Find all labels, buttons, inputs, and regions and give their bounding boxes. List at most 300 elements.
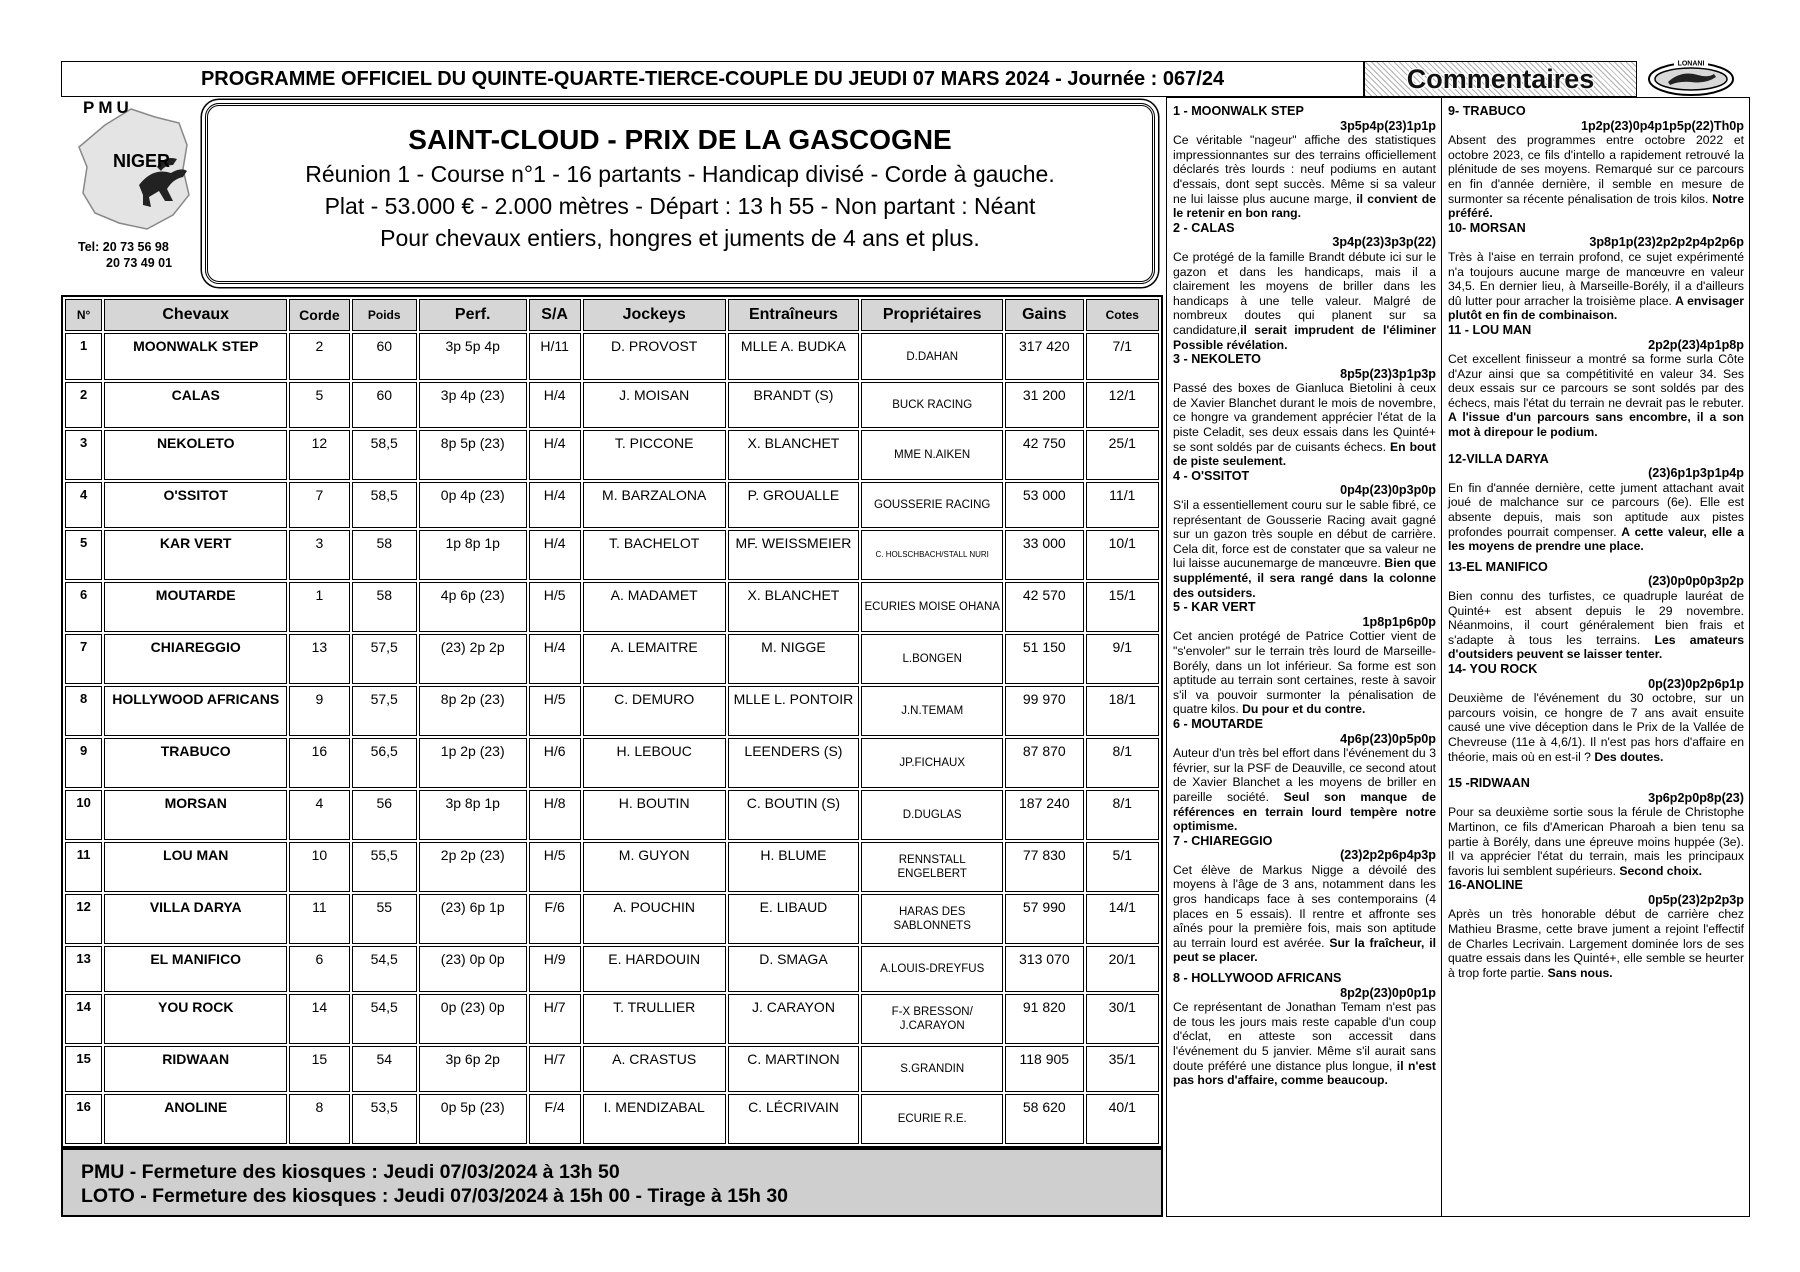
cell-jockey: E. HARDOUIN [583, 946, 726, 992]
cell-corde: 2 [289, 333, 349, 380]
logo-niger-text: NIGER [113, 151, 171, 171]
comment-block [1173, 834, 1436, 965]
cell-owner: MME N.AIKEN [861, 430, 1003, 480]
cell-owner: GOUSSERIE RACING [861, 482, 1003, 528]
cell-horse: MORSAN [104, 790, 287, 840]
cell-trainer: BRANDT (S) [728, 382, 860, 428]
cell-jockey: A. CRASTUS [583, 1046, 726, 1092]
comment-verdict: il n'est pas hors d'affaire, comme beaucoup. [1173, 1058, 1436, 1088]
cell-poids: 57,5 [352, 686, 417, 736]
cell-trainer: MLLE A. BUDKA [728, 333, 860, 380]
cell-gains: 42 570 [1005, 582, 1083, 632]
cell-cote: 12/1 [1086, 382, 1159, 428]
cell-jockey: A. LEMAITRE [583, 634, 726, 684]
comment-text [1448, 691, 1744, 764]
cell-gains: 42 750 [1005, 430, 1083, 480]
pmu-closing-line: PMU - Fermeture des kiosques : Jeudi 07/03/2024 à 13h 50 [81, 1161, 620, 1183]
comment-perf: 3p5p4p(23)1p1p [1340, 118, 1436, 133]
comment-body: Cet excellent finisseur a montré sa forme surla Côte d'Azur ainsi que sa compétitivité en valeur 34. Ses deux essais sur ce parcours se sont soldés par des échecs, mais l'état du terrain ne devrait pas le rebuter. [1448, 352, 1744, 410]
cell-cote: 15/1 [1086, 582, 1159, 632]
comment-verdict: Bien que supplémenté, il sera rangé dans la colonne des outsiders. [1173, 556, 1436, 600]
phone-2: 20 73 49 01 [106, 256, 173, 270]
comment-body: Bien connu des turfistes, ce quadruple lauréat de Quinté+ est absent depuis le 29 novembre. Néanmoins, il court généralement bien frais et s'adapte à tous les terrains. [1448, 589, 1744, 647]
comment-verdict: A cette valeur, elle a les moyens de prendre une place. [1448, 524, 1744, 554]
comment-text [1173, 746, 1436, 834]
cell-sa: H/5 [529, 582, 581, 632]
comment-horse-name: 3 - NEKOLETO [1173, 352, 1261, 367]
cell-gains: 58 620 [1005, 1094, 1083, 1144]
comment-perf: 1p8p1p6p0p [1362, 614, 1436, 629]
comment-perf: 3p6p2p0p8p(23) [1648, 790, 1744, 805]
comment-block [1448, 323, 1744, 440]
table-row [65, 790, 1159, 840]
cell-sa: H/11 [529, 333, 581, 380]
comment-text [1448, 352, 1744, 440]
comment-body: Deuxième de l'événement du 30 octobre, sur un parcours voisin, ce hongre de 7 ans avait ensuite causé une vive déception dans le Prix de la Vallée de Chevreuse (11e à 4,6/1). Il n'est pas hors d'affaire en théorie, mais où en est-il ? [1448, 691, 1744, 764]
cell-poids: 55,5 [352, 842, 417, 892]
comment-perf: 8p5p(23)3p1p3p [1340, 366, 1436, 381]
table-row [65, 946, 1159, 992]
cell-poids: 53,5 [352, 1094, 417, 1144]
cell-jockey: D. PROVOST [583, 333, 726, 380]
cell-perf: 0p (23) 0p [419, 994, 527, 1044]
comment-verdict: il serait imprudent de l'éliminer Possible révélation. [1173, 322, 1436, 352]
comment-horse-name: 8 - HOLLYWOOD AFRICANS [1173, 971, 1342, 986]
cell-jockey: T. PICCONE [583, 430, 726, 480]
comment-body: Cet ancien protégé de Patrice Cottier vient de "s'envoler" sur le terrain très lourd de Marseille-Borély, dans un lot inférieur. Sa forme est son aptitude au terrain sont certaines, reste à savoir s'il va pouvoir surmonter la pénalisation de quatre kilos. [1173, 629, 1436, 717]
cell-horse: MOUTARDE [104, 582, 287, 632]
cell-perf: 3p 4p (23) [419, 382, 527, 428]
table-header-row [65, 299, 1159, 331]
comment-horse-name: 16-ANOLINE [1448, 878, 1523, 893]
table-row [65, 430, 1159, 480]
cell-horse: CALAS [104, 382, 287, 428]
comment-text [1173, 863, 1436, 965]
race-title: SAINT-CLOUD - PRIX DE LA GASCOGNE [408, 124, 952, 155]
cell-sa: H/7 [529, 1046, 581, 1092]
race-info-line-2: Plat - 53.000 € - 2.000 mètres - Départ : 13 h 55 - Non partant : Néant [324, 193, 1036, 219]
comment-horse-name: 4 - O'SSITOT [1173, 468, 1250, 483]
comment-perf: 1p2p(23)0p4p1p5p(22)Th0p [1580, 118, 1744, 133]
comment-verdict: Notre préféré. [1448, 191, 1744, 221]
comment-text [1173, 629, 1436, 717]
lonani-logo [1646, 58, 1736, 98]
cell-perf: 8p 5p (23) [419, 430, 527, 480]
cell-sa: H/4 [529, 482, 581, 528]
loto-closing-line: LOTO - Fermeture des kiosques : Jeudi 07/03/2024 à 15h 00 - Tirage à 15h 30 [81, 1185, 789, 1207]
comment-block [1448, 560, 1744, 662]
comments-column-2 [1441, 97, 1750, 1217]
cell-perf: 1p 8p 1p [419, 530, 527, 580]
cell-corde: 3 [289, 530, 349, 580]
cell-jockey: C. DEMURO [583, 686, 726, 736]
phone-1: Tel: 20 73 56 98 [78, 240, 169, 254]
header-chevaux: Chevaux [104, 299, 287, 331]
cell-trainer: P. GROUALLE [728, 482, 860, 528]
cell-cote: 40/1 [1086, 1094, 1159, 1144]
spacer [1173, 1088, 1436, 1100]
program-title-bar [61, 61, 1364, 97]
cell-cote: 9/1 [1086, 634, 1159, 684]
comment-block [1173, 352, 1436, 469]
table-row [65, 994, 1159, 1044]
cell-horse: KAR VERT [104, 530, 287, 580]
comment-horse-name: 9- TRABUCO [1448, 104, 1526, 118]
cell-jockey: A. POUCHIN [583, 894, 726, 944]
comment-text [1448, 250, 1744, 323]
comment-body: Très à l'aise en terrain profond, ce sujet expérimenté n'a toujours aucune marge de manœuvre en valeur 34,5. En dernier lieu, à Marseille-Borély, il a d'ailleurs dû lutter pour arracher la troisième place. [1448, 249, 1744, 308]
cell-owner: D.DAHAN [861, 333, 1003, 380]
cell-corde: 11 [289, 894, 349, 944]
cell-perf: 8p 2p (23) [419, 686, 527, 736]
cell-owner: BUCK RACING [861, 382, 1003, 428]
cell-gains: 91 820 [1005, 994, 1083, 1044]
comment-verdict: Seul son manque de références en terrain lourd tempère notre optimisme. [1173, 789, 1436, 834]
comment-block [1448, 221, 1744, 323]
cell-sa: F/6 [529, 894, 581, 944]
cell-owner: D.DUGLAS [861, 790, 1003, 840]
cell-gains: 57 990 [1005, 894, 1083, 944]
table-row [65, 382, 1159, 428]
comment-verdict: A envisager plutôt en fin de combinaison. [1448, 293, 1744, 323]
cell-horse: VILLA DARYA [104, 894, 287, 944]
runners-table-wrapper [61, 295, 1163, 1148]
cell-gains: 53 000 [1005, 482, 1083, 528]
comment-text [1448, 805, 1744, 878]
cell-cote: 14/1 [1086, 894, 1159, 944]
cell-perf: 1p 2p (23) [419, 738, 527, 788]
cell-jockey: A. MADAMET [583, 582, 726, 632]
header-num: N° [65, 299, 102, 331]
cell-corde: 12 [289, 430, 349, 480]
comment-body: Après un très honorable début de carrière chez Mathieu Brasme, cette brave jument a rejoint l'effectif de Charles Lecrivain. Largement dominée lors de ses quatre essais dans les Quinté+, elle semble se heurter à trop forte partie. [1448, 907, 1744, 980]
cell-corde: 15 [289, 1046, 349, 1092]
comment-horse-name: 12-VILLA DARYA [1448, 451, 1549, 466]
cell-perf: 4p 6p (23) [419, 582, 527, 632]
cell-poids: 55 [352, 894, 417, 944]
cell-jockey: H. BOUTIN [583, 790, 726, 840]
comment-block [1448, 104, 1744, 221]
comment-body: Auteur d'un très bel effort dans l'événement du 3 février, sur la PSF de Deauville, ce second atout de Xavier Blanchet a les moyens de briller en pareille société. [1173, 746, 1436, 804]
comment-text [1448, 589, 1744, 662]
comment-perf: 0p5p(23)2p2p3p [1648, 892, 1744, 907]
cell-horse: O'SSITOT [104, 482, 287, 528]
comment-body: Absent des programmes entre octobre 2022 et octobre 2023, ce fils d'intello a rapidement retrouvé la plénitude de ses moyens. Remarqué sur ce parcours en fin d'année dernière, il semble en mesure de surmonter sa récente pénalisation de trois kilos. [1448, 133, 1744, 206]
comment-perf: 4p6p(23)0p5p0p [1340, 731, 1436, 746]
cell-sa: H/4 [529, 530, 581, 580]
cell-trainer: X. BLANCHET [728, 582, 860, 632]
cell-owner: HARAS DES SABLONNETS [861, 894, 1003, 944]
comment-horse-name: 1 - MOONWALK STEP [1173, 104, 1304, 118]
cell-gains: 187 240 [1005, 790, 1083, 840]
cell-perf: (23) 0p 0p [419, 946, 527, 992]
table-row [65, 686, 1159, 736]
comment-verdict: Sur la fraîcheur, il peut se placer. [1173, 935, 1436, 965]
header-corde: Corde [289, 299, 349, 331]
cell-sa: H/5 [529, 686, 581, 736]
cell-cote: 8/1 [1086, 790, 1159, 840]
cell-poids: 54 [352, 1046, 417, 1092]
table-row [65, 1046, 1159, 1092]
spacer [1448, 440, 1744, 452]
cell-num: 1 [65, 333, 102, 380]
cell-poids: 54,5 [352, 946, 417, 992]
header-jockeys: Jockeys [583, 299, 726, 331]
cell-owner: J.N.TEMAM [861, 686, 1003, 736]
comment-text [1173, 1000, 1436, 1088]
cell-poids: 58,5 [352, 482, 417, 528]
cell-perf: 3p 5p 4p [419, 333, 527, 380]
cell-num: 15 [65, 1046, 102, 1092]
cell-trainer: E. LIBAUD [728, 894, 860, 944]
comment-verdict: il convient de le retenir en bon rang. [1173, 191, 1436, 221]
cell-jockey: H. LEBOUC [583, 738, 726, 788]
cell-jockey: T. TRULLIER [583, 994, 726, 1044]
table-row [65, 582, 1159, 632]
cell-jockey: J. MOISAN [583, 382, 726, 428]
cell-sa: H/9 [529, 946, 581, 992]
comment-perf: 0p(23)0p2p6p1p [1648, 676, 1744, 691]
cell-corde: 16 [289, 738, 349, 788]
header-proprietaires: Propriétaires [861, 299, 1003, 331]
cell-perf: 2p 2p (23) [419, 842, 527, 892]
table-row [65, 333, 1159, 380]
comment-body: Cet élève de Markus Nigge a dévoilé des moyens à l'âge de 3 ans, notamment dans les gros handicaps face à ses contemporains (4 places en 5 essais). Il rentre et affronte ses aînés pour la première fois, mais son aptitude au terrain lourd est avérée. [1173, 862, 1436, 950]
cell-jockey: T. BACHELOT [583, 530, 726, 580]
comment-perf: 8p2p(23)0p0p1p [1340, 985, 1436, 1000]
cell-num: 12 [65, 894, 102, 944]
cell-jockey: I. MENDIZABAL [583, 1094, 726, 1144]
comment-block [1173, 104, 1436, 221]
cell-owner: ECURIE R.E. [861, 1094, 1003, 1144]
cell-trainer: MF. WEISSMEIER [728, 530, 860, 580]
cell-cote: 11/1 [1086, 482, 1159, 528]
cell-perf: 0p 5p (23) [419, 1094, 527, 1144]
cell-poids: 57,5 [352, 634, 417, 684]
cell-num: 3 [65, 430, 102, 480]
comment-perf: (23)0p0p0p3p2p [1648, 574, 1744, 589]
comment-perf: 2p2p(23)4p1p8p [1648, 337, 1744, 352]
cell-horse: TRABUCO [104, 738, 287, 788]
cell-trainer: C. LÉCRIVAIN [728, 1094, 860, 1144]
comment-text [1173, 498, 1436, 600]
comment-perf: (23)2p2p6p4p3p [1340, 848, 1436, 863]
cell-num: 13 [65, 946, 102, 992]
cell-corde: 6 [289, 946, 349, 992]
cell-perf: (23) 2p 2p [419, 634, 527, 684]
cell-gains: 31 200 [1005, 382, 1083, 428]
cell-horse: YOU ROCK [104, 994, 287, 1044]
cell-sa: H/6 [529, 738, 581, 788]
cell-trainer: C. MARTINON [728, 1046, 860, 1092]
cell-cote: 25/1 [1086, 430, 1159, 480]
cell-horse: EL MANIFICO [104, 946, 287, 992]
cell-jockey: M. GUYON [583, 842, 726, 892]
cell-sa: H/4 [529, 634, 581, 684]
comment-horse-name: 14- YOU ROCK [1448, 661, 1538, 676]
comment-body: Ce protégé de la famille Brandt débute ici sur le gazon et dans les handicaps, mais il a clairement les moyens de briller dans les handicaps à une telle valeur. Malgré de nombreux doutes qui planent sur sa candidature, [1173, 249, 1436, 337]
cell-num: 10 [65, 790, 102, 840]
cell-poids: 58 [352, 582, 417, 632]
cell-poids: 60 [352, 333, 417, 380]
comment-verdict: A l'issue d'un parcours sans encombre, il a son mot à direpour le podium. [1448, 410, 1744, 440]
comment-block [1448, 776, 1744, 878]
comment-text [1173, 250, 1436, 352]
cell-num: 4 [65, 482, 102, 528]
comment-verdict: Sans nous. [1544, 965, 1613, 980]
comment-text [1173, 133, 1436, 221]
header-sa: S/A [529, 299, 581, 331]
comment-text [1448, 481, 1744, 554]
cell-owner: ECURIES MOISE OHANA [861, 582, 1003, 632]
cell-trainer: J. CARAYON [728, 994, 860, 1044]
comments-column-1 [1166, 97, 1442, 1217]
comment-verdict: Les amateurs d'outsiders peuvent se laisser tenter. [1448, 632, 1744, 662]
cell-sa: H/4 [529, 430, 581, 480]
comment-block [1448, 878, 1744, 980]
cell-perf: (23) 6p 1p [419, 894, 527, 944]
cell-owner: S.GRANDIN [861, 1046, 1003, 1092]
cell-corde: 14 [289, 994, 349, 1044]
cell-cote: 18/1 [1086, 686, 1159, 736]
race-info-line-3: Pour chevaux entiers, hongres et juments de 4 ans et plus. [380, 225, 980, 251]
commentaires-title: Commentaires [1406, 63, 1595, 94]
comment-horse-name: 6 - MOUTARDE [1173, 716, 1264, 731]
cell-corde: 13 [289, 634, 349, 684]
lonani-text: LONANI [1677, 60, 1705, 68]
comment-horse-name: 5 - KAR VERT [1173, 600, 1256, 615]
cell-num: 14 [65, 994, 102, 1044]
comment-verdict: En bout de piste seulement. [1173, 439, 1436, 469]
cell-gains: 99 970 [1005, 686, 1083, 736]
closing-times-footer [61, 1148, 1163, 1217]
comment-body: Passé des boxes de Gianluca Bietolini à ceux de Xavier Blanchet durant le mois de novembre, ce hongre va grandement apprécier l'état de la piste Celadit, ses deux essais dans les Quinté+ se sont soldés par de cuisants échecs. [1173, 381, 1436, 454]
comment-perf: (23)6p1p3p1p4p [1648, 466, 1744, 481]
cell-owner: RENNSTALL ENGELBERT [861, 842, 1003, 892]
cell-gains: 51 150 [1005, 634, 1083, 684]
comment-block [1448, 662, 1744, 764]
runners-table [61, 295, 1163, 1148]
comment-horse-name: 15 -RIDWAAN [1448, 776, 1530, 791]
comment-text [1448, 907, 1744, 980]
header-poids: Poids [352, 299, 417, 331]
comment-perf: 3p8p1p(23)2p2p2p4p2p6p [1589, 235, 1744, 250]
comment-verdict: Second choix. [1616, 863, 1703, 878]
cell-trainer: X. BLANCHET [728, 430, 860, 480]
comment-body: En fin d'année dernière, cette jument attachant avait joué de malchance sur ce parcours (6e). Elle est absente depuis, mais son aptitude aux pistes profondes pourrait compenser. [1448, 480, 1744, 539]
cell-corde: 4 [289, 790, 349, 840]
comment-perf: 0p4p(23)0p3p0p [1340, 483, 1436, 498]
cell-owner: F-X BRESSON/ J.CARAYON [861, 994, 1003, 1044]
race-info-line-1: Réunion 1 - Course n°1 - 16 partants - Handicap divisé - Corde à gauche. [305, 161, 1055, 187]
table-row [65, 1094, 1159, 1144]
cell-cote: 20/1 [1086, 946, 1159, 992]
cell-sa: H/8 [529, 790, 581, 840]
cell-perf: 0p 4p (23) [419, 482, 527, 528]
cell-poids: 54,5 [352, 994, 417, 1044]
cell-gains: 118 905 [1005, 1046, 1083, 1092]
cell-gains: 87 870 [1005, 738, 1083, 788]
cell-corde: 10 [289, 842, 349, 892]
table-row [65, 530, 1159, 580]
table-row [65, 894, 1159, 944]
cell-gains: 313 070 [1005, 946, 1083, 992]
cell-poids: 58 [352, 530, 417, 580]
cell-horse: HOLLYWOOD AFRICANS [104, 686, 287, 736]
comment-body: Ce véritable "nageur" affiche des statistiques impressionnantes sur des terrains officiellement déclarés très lourds : neuf podiums en autant d'essais, dont sept succès. Même si sa valeur ne lui laisse plus aucune marge, [1173, 133, 1436, 206]
cell-cote: 7/1 [1086, 333, 1159, 380]
comment-perf: 3p4p(23)3p3p(22) [1332, 235, 1436, 250]
header-cotes: Cotes [1086, 299, 1159, 331]
comment-horse-name: 10- MORSAN [1448, 220, 1526, 235]
cell-corde: 9 [289, 686, 349, 736]
cell-horse: NEKOLETO [104, 430, 287, 480]
comment-block [1173, 221, 1436, 352]
cell-sa: F/4 [529, 1094, 581, 1144]
table-row [65, 634, 1159, 684]
cell-trainer: LEENDERS (S) [728, 738, 860, 788]
cell-trainer: H. BLUME [728, 842, 860, 892]
cell-gains: 33 000 [1005, 530, 1083, 580]
race-title-box [205, 103, 1155, 284]
cell-num: 8 [65, 686, 102, 736]
cell-cote: 5/1 [1086, 842, 1159, 892]
comment-horse-name: 11 - LOU MAN [1448, 322, 1532, 337]
cell-num: 9 [65, 738, 102, 788]
cell-trainer: M. NIGGE [728, 634, 860, 684]
cell-owner: JP.FICHAUX [861, 738, 1003, 788]
header-gains: Gains [1005, 299, 1083, 331]
cell-poids: 60 [352, 382, 417, 428]
cell-owner: A.LOUIS-DREYFUS [861, 946, 1003, 992]
pmu-niger-logo [61, 97, 201, 237]
comment-block [1173, 469, 1436, 600]
table-row [65, 842, 1159, 892]
cell-num: 2 [65, 382, 102, 428]
program-title: PROGRAMME OFFICIEL DU QUINTE-QUARTE-TIERCE-COUPLE DU JEUDI 07 MARS 2024 - Journée : 067/24 [200, 67, 1225, 90]
cell-corde: 5 [289, 382, 349, 428]
cell-num: 16 [65, 1094, 102, 1144]
cell-poids: 58,5 [352, 430, 417, 480]
commentaires-banner [1364, 61, 1637, 97]
cell-trainer: MLLE L. PONTOIR [728, 686, 860, 736]
cell-gains: 77 830 [1005, 842, 1083, 892]
comment-verdict: Des doutes. [1590, 749, 1664, 764]
cell-cote: 10/1 [1086, 530, 1159, 580]
cell-horse: MOONWALK STEP [104, 333, 287, 380]
comment-block [1173, 600, 1436, 717]
cell-gains: 317 420 [1005, 333, 1083, 380]
cell-poids: 56 [352, 790, 417, 840]
cell-sa: H/4 [529, 382, 581, 428]
cell-horse: RIDWAAN [104, 1046, 287, 1092]
header-entraineurs: Entraîneurs [728, 299, 860, 331]
comment-text [1448, 133, 1744, 221]
cell-corde: 1 [289, 582, 349, 632]
cell-owner: C. HOLSCHBACH/STALL NURI [861, 530, 1003, 580]
table-row [65, 482, 1159, 528]
comment-horse-name: 2 - CALAS [1173, 220, 1235, 235]
comment-verdict: Du pour et du contre. [1238, 702, 1366, 717]
cell-num: 11 [65, 842, 102, 892]
cell-horse: CHIAREGGIO [104, 634, 287, 684]
cell-owner: L.BONGEN [861, 634, 1003, 684]
header-perf: Perf. [419, 299, 527, 331]
cell-trainer: C. BOUTIN (S) [728, 790, 860, 840]
cell-cote: 30/1 [1086, 994, 1159, 1044]
comment-block [1173, 971, 1436, 1088]
cell-corde: 8 [289, 1094, 349, 1144]
